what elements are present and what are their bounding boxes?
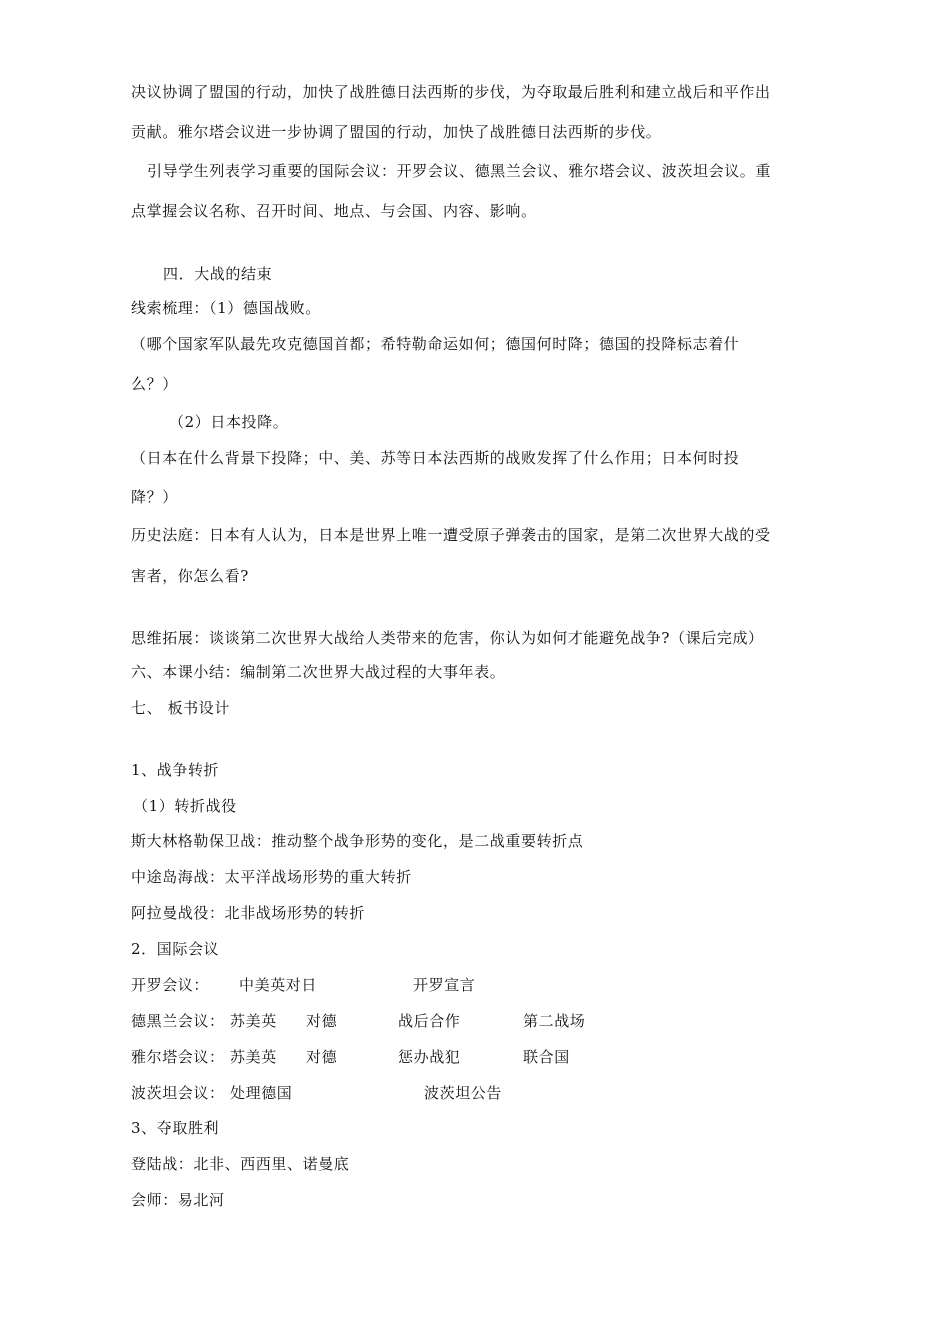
paragraph-line: 引导学生列表学习重要的国际会议：开罗会议、德黑兰会议、雅尔塔会议、波茨坦会议。重 [147, 162, 772, 180]
board-heading-3: 3、夺取胜利 [131, 1119, 220, 1137]
clue-line: 线索梳理：（1）德国战败。 [131, 299, 321, 317]
conference-name: 德黑兰会议： [131, 1012, 225, 1030]
battle-line: 阿拉曼战役：北非战场形势的转折 [131, 904, 366, 922]
question-line: （日本在什么背景下投降；中、美、苏等日本法西斯的战败发挥了什么作用；日本何时投 [131, 449, 740, 467]
court-line: 害者，你怎么看? [131, 567, 249, 585]
paragraph-line: 决议协调了盟国的行动，加快了战胜德日法西斯的步伐，为夺取最后胜利和建立战后和平作出 [131, 83, 771, 101]
summary-line: 六、本课小结：编制第二次世界大战过程的大事年表。 [131, 663, 506, 681]
conference-participants: 苏美英 [230, 1012, 277, 1030]
question-line: （哪个国家军队最先攻克德国首都；希特勒命运如何；德国何时降；德国的投降标志着什 [131, 335, 740, 353]
battle-line: 斯大林格勒保卫战：推动整个战争形势的变化，是二战重要转折点 [131, 832, 584, 850]
landing-line: 登陆战：北非、西西里、诺曼底 [131, 1155, 350, 1173]
conference-target: 对德 [306, 1012, 338, 1030]
question-line: 降？） [131, 488, 178, 506]
conference-name: 波茨坦会议： [131, 1084, 225, 1102]
conference-participants: 中美英对日 [239, 976, 318, 994]
conference-name: 雅尔塔会议： [131, 1048, 225, 1066]
conference-content: 开罗宣言 [413, 976, 476, 994]
conference-outcome: 联合国 [523, 1048, 570, 1066]
conference-target: 对德 [306, 1048, 338, 1066]
board-heading-2: 2．国际会议 [131, 940, 220, 958]
conference-name: 开罗会议： [131, 976, 210, 994]
extension-line: 思维拓展：谈谈第二次世界大战给人类带来的危害，你认为如何才能避免战争?（课后完成） [131, 629, 764, 647]
paragraph-line: 点掌握会议名称、召开时间、地点、与会国、内容、影响。 [131, 202, 537, 220]
conference-content: 惩办战犯 [398, 1048, 461, 1066]
section-heading: 四．大战的结束 [163, 265, 273, 283]
conference-participants: 处理德国 [230, 1084, 293, 1102]
board-heading-1: 1、战争转折 [131, 761, 220, 779]
conference-participants: 苏美英 [230, 1048, 277, 1066]
court-line: 历史法庭：日本有人认为，日本是世界上唯一遭受原子弹袭击的国家，是第二次世界大战的受 [131, 526, 771, 544]
battle-line: 中途岛海战：太平洋战场形势的重大转折 [131, 868, 412, 886]
question-line: 么？） [131, 375, 178, 393]
meeting-line: 会师：易北河 [131, 1191, 225, 1209]
conference-content: 战后合作 [398, 1012, 461, 1030]
conference-outcome: 第二战场 [523, 1012, 586, 1030]
board-subheading: （1）转折战役 [133, 797, 237, 815]
board-heading: 七、 板书设计 [131, 699, 230, 717]
paragraph-line: 贡献。雅尔塔会议进一步协调了盟国的行动，加快了战胜德日法西斯的步伐。 [131, 123, 662, 141]
subheading: （2）日本投降。 [169, 413, 289, 431]
conference-content: 波茨坦公告 [424, 1084, 503, 1102]
